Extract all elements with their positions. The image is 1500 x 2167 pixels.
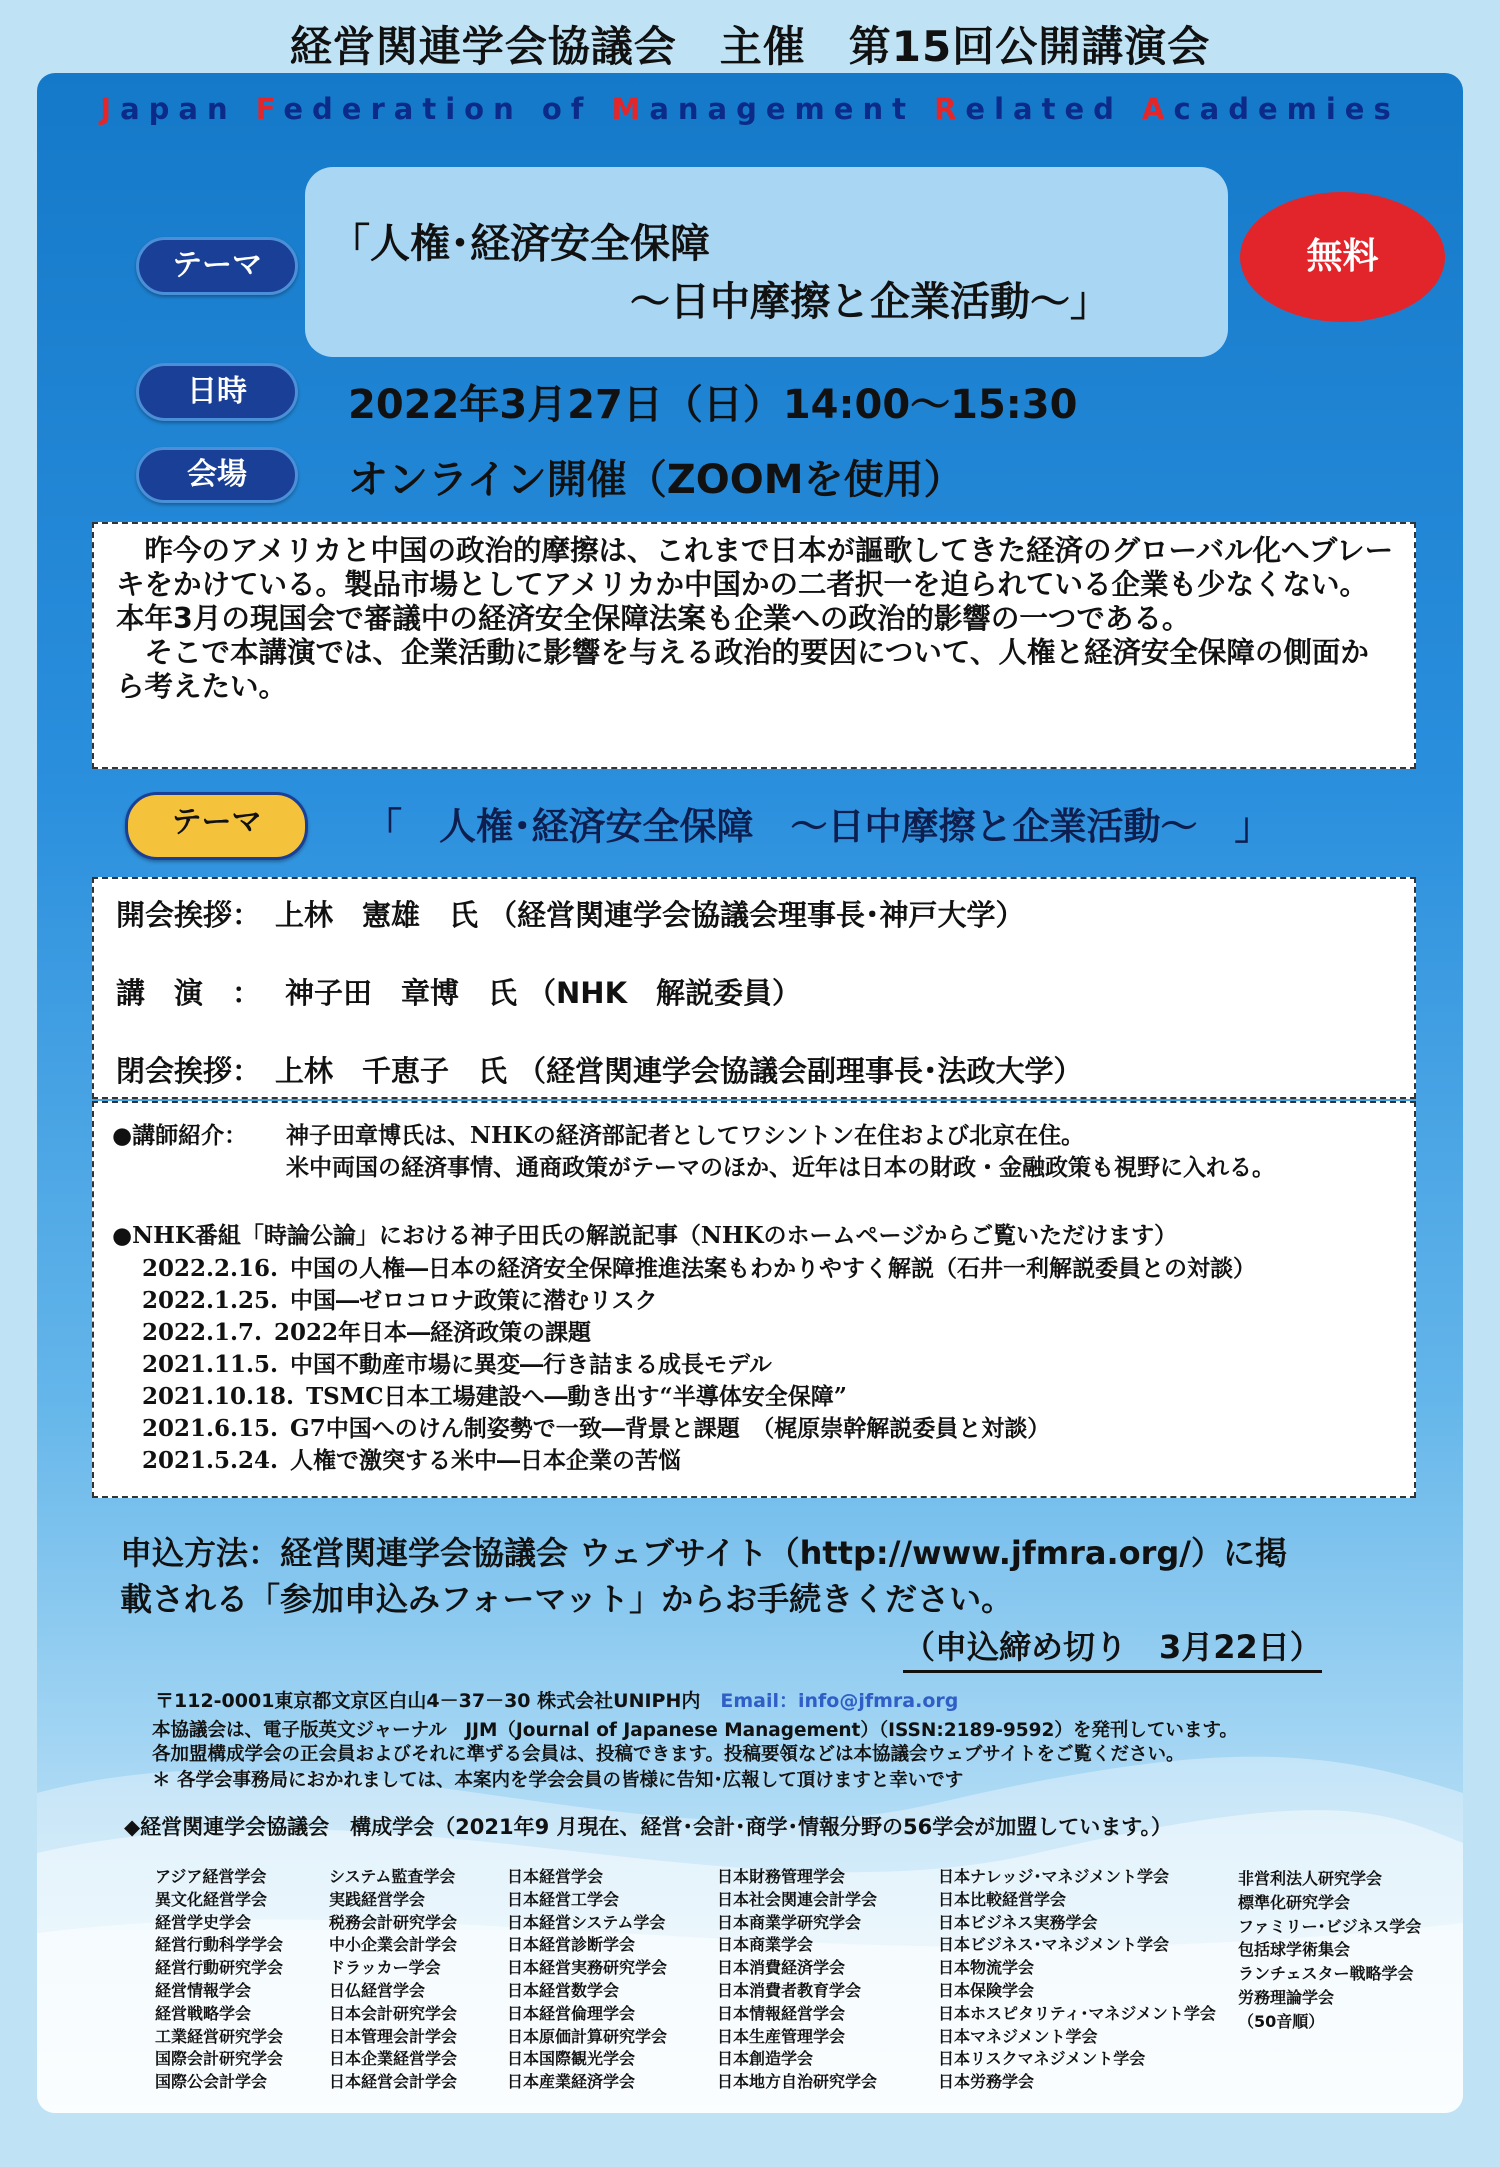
member-column xyxy=(1238,1867,1421,2034)
article-date: 2021.10.18. xyxy=(142,1383,295,1410)
program-speaker: 上林 千恵子 氏 xyxy=(275,1054,508,1088)
article-date: 2021.6.15. xyxy=(142,1415,279,1442)
member-society: 経営戦略学会 xyxy=(155,2003,252,2023)
member-society: 日本経営工学会 xyxy=(507,1889,620,1909)
theme-label-pill: テーマ xyxy=(136,237,298,295)
article-item xyxy=(142,1250,1256,1283)
member-society: 日本経営学会 xyxy=(507,1867,604,1886)
article-title: 2022年日本―経済政策の課題 xyxy=(274,1319,592,1346)
member-society: アジア経営学会 xyxy=(155,1867,267,1886)
subtitle-capital-letter: A xyxy=(1141,92,1174,126)
article-item xyxy=(142,1378,847,1411)
article-title: TSMC日本工場建設へ―動き出す“半導体安全保障” xyxy=(306,1383,848,1410)
apply-line-1: 申込方法：経営関連学会協議会 ウェブサイト（http://www.jfmra.org/）に掲 xyxy=(120,1534,1287,1572)
theme-title-line1: 「人権･経済安全保障 xyxy=(330,221,710,267)
program-speaker: 神子田 章博 氏 xyxy=(285,976,518,1010)
article-title: 人権で激突する米中―日本企業の苦悩 xyxy=(290,1447,682,1474)
venue-label-pill: 会場 xyxy=(136,447,298,503)
member-society: ドラッカー学会 xyxy=(329,1958,441,1978)
program-affiliation: （経営関連学会協議会理事長･神戸大学） xyxy=(488,898,1025,932)
article-title: G7中国へのけん制姿勢で一致―背景と課題 （梶原崇幹解説委員と対談） xyxy=(290,1415,1051,1442)
member-society: 日本情報経営学会 xyxy=(717,2003,846,2023)
member-society: 国際公会計学会 xyxy=(155,2072,268,2092)
member-column xyxy=(717,1866,877,2094)
member-society: 日本保険学会 xyxy=(938,1980,1035,2000)
member-society: 包括球学術集会 xyxy=(1238,1940,1351,1960)
member-society: 日本ナレッジ･マネジメント学会 xyxy=(938,1867,1170,1886)
member-society: 日本産業経済学会 xyxy=(507,2072,636,2092)
member-society: 日本リスクマネジメント学会 xyxy=(938,2049,1146,2069)
theme2-label-pill: テーマ xyxy=(125,792,308,860)
member-society: 工業経営研究学会 xyxy=(155,2026,284,2046)
theme-title-line2: ～日中摩擦と企業活動～」 xyxy=(630,279,1110,325)
contact-email[interactable]: Email：info@jfmra.org xyxy=(720,1690,959,1712)
articles-heading: ●NHK番組「時論公論」における神子田氏の解説記事（NHKのホームページからご覧いただけます） xyxy=(112,1222,1178,1249)
postal-address: 〒112-0001東京都文京区白山4－37－30 株式会社UNIPH内 xyxy=(155,1690,701,1712)
member-society: 日本商業学研究学会 xyxy=(717,1912,862,1932)
date-label-pill: 日時 xyxy=(136,363,298,421)
program-role: 閉会挨拶： xyxy=(116,1054,262,1088)
member-society: 日本消費者教育学会 xyxy=(717,1980,862,2000)
member-society: 日本生産管理学会 xyxy=(717,2026,846,2046)
article-date: 2021.11.5. xyxy=(142,1351,279,1378)
member-society: 日本経営倫理学会 xyxy=(507,2003,636,2023)
member-column xyxy=(329,1866,457,2094)
member-society: 日本国際観光学会 xyxy=(507,2049,636,2069)
member-society: 日本労務学会 xyxy=(938,2072,1035,2092)
member-society: （50音順） xyxy=(1238,2011,1325,2031)
member-society: 労務理論学会 xyxy=(1238,1987,1335,2007)
member-column xyxy=(155,1866,283,2094)
member-society: 日本企業経営学会 xyxy=(329,2049,458,2069)
address-line xyxy=(155,1686,958,1713)
member-society: 経営行動科学学会 xyxy=(155,1935,284,1955)
program-role: 講 演 ： xyxy=(116,976,262,1010)
member-society: 日本比較経営学会 xyxy=(938,1889,1067,1909)
member-society: ランチェスター戦略学会 xyxy=(1238,1964,1414,1984)
speaker-profile-box xyxy=(92,1101,1416,1498)
article-title: 中国の人権―日本の経済安全保障推進法案もわかりやすく解説（石井一利解説委員との対談） xyxy=(290,1255,1257,1282)
intro-paragraph-1: 昨今のアメリカと中国の政治的摩擦は、これまで日本が謳歌してきた経済のグローバル化へブレーキをかけている。製品市場としてアメリカか中国かの二者択一を迫られている企業も少なくない。本年3月の現国会で審議中の経済安全保障法案も企業への政治的影響の一つである。 xyxy=(116,534,1394,635)
member-society: 異文化経営学会 xyxy=(155,1889,268,1909)
member-society: 標準化研究学会 xyxy=(1238,1892,1351,1912)
member-society: 中小企業会計学会 xyxy=(329,1935,458,1955)
subtitle-capital-letter: F xyxy=(255,92,284,126)
article-item xyxy=(142,1410,1050,1443)
member-society: 日本消費経済学会 xyxy=(717,1958,846,1978)
member-society: 日本管理会計学会 xyxy=(329,2026,458,2046)
member-society: ファミリー･ビジネス学会 xyxy=(1238,1916,1422,1936)
apply-line-2: 載される「参加申込みフォーマット」からお手続きください。 xyxy=(120,1580,1014,1618)
member-society: 税務会計研究学会 xyxy=(329,1912,458,1932)
member-societies-title: ◆経営関連学会協議会 構成学会（2021年9 月現在、経営･会計･商学･情報分野の56学会が加盟しています。） xyxy=(124,1815,1173,1839)
application-info xyxy=(120,1530,1287,1622)
article-item xyxy=(142,1314,591,1347)
member-society: 日仏経営学会 xyxy=(329,1980,426,2000)
event-venue: オンライン開催（ZOOMを使用） xyxy=(348,457,964,503)
member-society: システム監査学会 xyxy=(329,1867,456,1886)
article-item xyxy=(142,1282,658,1315)
intro-text-box xyxy=(92,522,1416,769)
member-society: 実践経営学会 xyxy=(329,1889,426,1909)
member-column xyxy=(938,1866,1216,2094)
profile-line-1: 神子田章博氏は、NHKの経済部記者としてワシントン在住および北京在住。 xyxy=(286,1122,1085,1149)
application-deadline: （申込締め切り 3月22日） xyxy=(903,1622,1322,1673)
submission-note: 各加盟構成学会の正会員およびそれに準ずる会員は、投稿できます。投稿要領などは本協議会ウェブサイトをご覧ください。 xyxy=(152,1744,1185,1765)
member-column xyxy=(507,1866,667,2094)
program-row xyxy=(116,893,1025,934)
member-society: 日本地方自治研究学会 xyxy=(717,2072,878,2092)
member-society: 日本商業学会 xyxy=(717,1935,814,1955)
member-society: 日本物流学会 xyxy=(938,1958,1035,1978)
article-item xyxy=(142,1346,772,1379)
program-box xyxy=(92,877,1416,1099)
member-society: 非営利法人研究学会 xyxy=(1238,1869,1383,1888)
member-society: 日本経営会計学会 xyxy=(329,2072,458,2092)
member-society: 日本ビジネス･マネジメント学会 xyxy=(938,1935,1170,1955)
program-row xyxy=(116,971,801,1012)
intro-paragraph-2: そこで本講演では、企業活動に影響を与える政治的要因について、人権と経済安全保障の側面から考えたい。 xyxy=(116,636,1369,703)
member-society: 経営行動研究学会 xyxy=(155,1958,284,1978)
member-society: 日本経営システム学会 xyxy=(507,1912,666,1932)
member-society: 日本マネジメント学会 xyxy=(938,2026,1098,2046)
member-society: 日本財務管理学会 xyxy=(717,1867,846,1886)
program-role: 開会挨拶： xyxy=(116,898,262,932)
member-society: 経営情報学会 xyxy=(155,1980,252,2000)
subtitle-capital-letter: J xyxy=(100,92,121,126)
profile-line-2: 米中両国の経済事情、通商政策がテーマのほか、近年は日本の財政・金融政策も視野に入れる。 xyxy=(286,1154,1275,1181)
event-title: 経営関連学会協議会 主催 第15回公開講演会 xyxy=(289,22,1211,71)
article-date: 2022.1.25. xyxy=(142,1287,279,1314)
member-society: 日本経営数学会 xyxy=(507,1980,620,2000)
member-society: 経営学史学会 xyxy=(155,1912,252,1932)
member-society: 日本会計研究学会 xyxy=(329,2003,458,2023)
announcement-note: ＊ 各学会事務局におかれましては、本案内を学会会員の皆様に告知･広報して頂けますと幸いです xyxy=(152,1770,964,1791)
member-society: 日本ビジネス実務学会 xyxy=(938,1912,1098,1932)
member-society: 日本経営実務研究学会 xyxy=(507,1958,668,1978)
program-affiliation: （NHK 解説委員） xyxy=(527,976,802,1010)
article-title: 中国不動産市場に異変―行き詰まる成長モデル xyxy=(290,1351,772,1378)
article-date: 2022.1.7. xyxy=(142,1319,263,1346)
program-affiliation: （経営関連学会協議会副理事長･法政大学） xyxy=(517,1054,1083,1088)
organization-english-name: Japan Federation of Management Related Academies xyxy=(100,92,1400,126)
member-society: 日本経営診断学会 xyxy=(507,1935,636,1955)
article-date: 2022.2.16. xyxy=(142,1255,279,1282)
free-badge: 無料 xyxy=(1240,192,1445,322)
member-society: 日本ホスピタリティ･マネジメント学会 xyxy=(938,2003,1216,2023)
article-date: 2021.5.24. xyxy=(142,1447,279,1474)
event-date: 2022年3月27日（日）14:00～15:30 xyxy=(348,382,1078,428)
program-speaker: 上林 憲雄 氏 xyxy=(275,898,479,932)
member-society: 国際会計研究学会 xyxy=(155,2049,284,2069)
profile-label: ●講師紹介： xyxy=(112,1122,248,1149)
member-society: 日本原価計算研究学会 xyxy=(507,2026,668,2046)
journal-note: 本協議会は、電子版英文ジャーナル JJM（Journal of Japanese Management）（ISSN:2189-9592）を発刊しています。 xyxy=(152,1720,1238,1741)
theme2-text: 「 人権･経済安全保障 ～日中摩擦と企業活動～ 」 xyxy=(365,805,1272,848)
article-title: 中国―ゼロコロナ政策に潜むリスク xyxy=(290,1287,658,1314)
program-row xyxy=(116,1049,1083,1090)
article-item xyxy=(142,1442,681,1475)
member-society: 日本創造学会 xyxy=(717,2049,814,2069)
subtitle-capital-letter: M xyxy=(611,92,650,126)
subtitle-capital-letter: R xyxy=(934,92,966,126)
member-society: 日本社会関連会計学会 xyxy=(717,1889,878,1909)
